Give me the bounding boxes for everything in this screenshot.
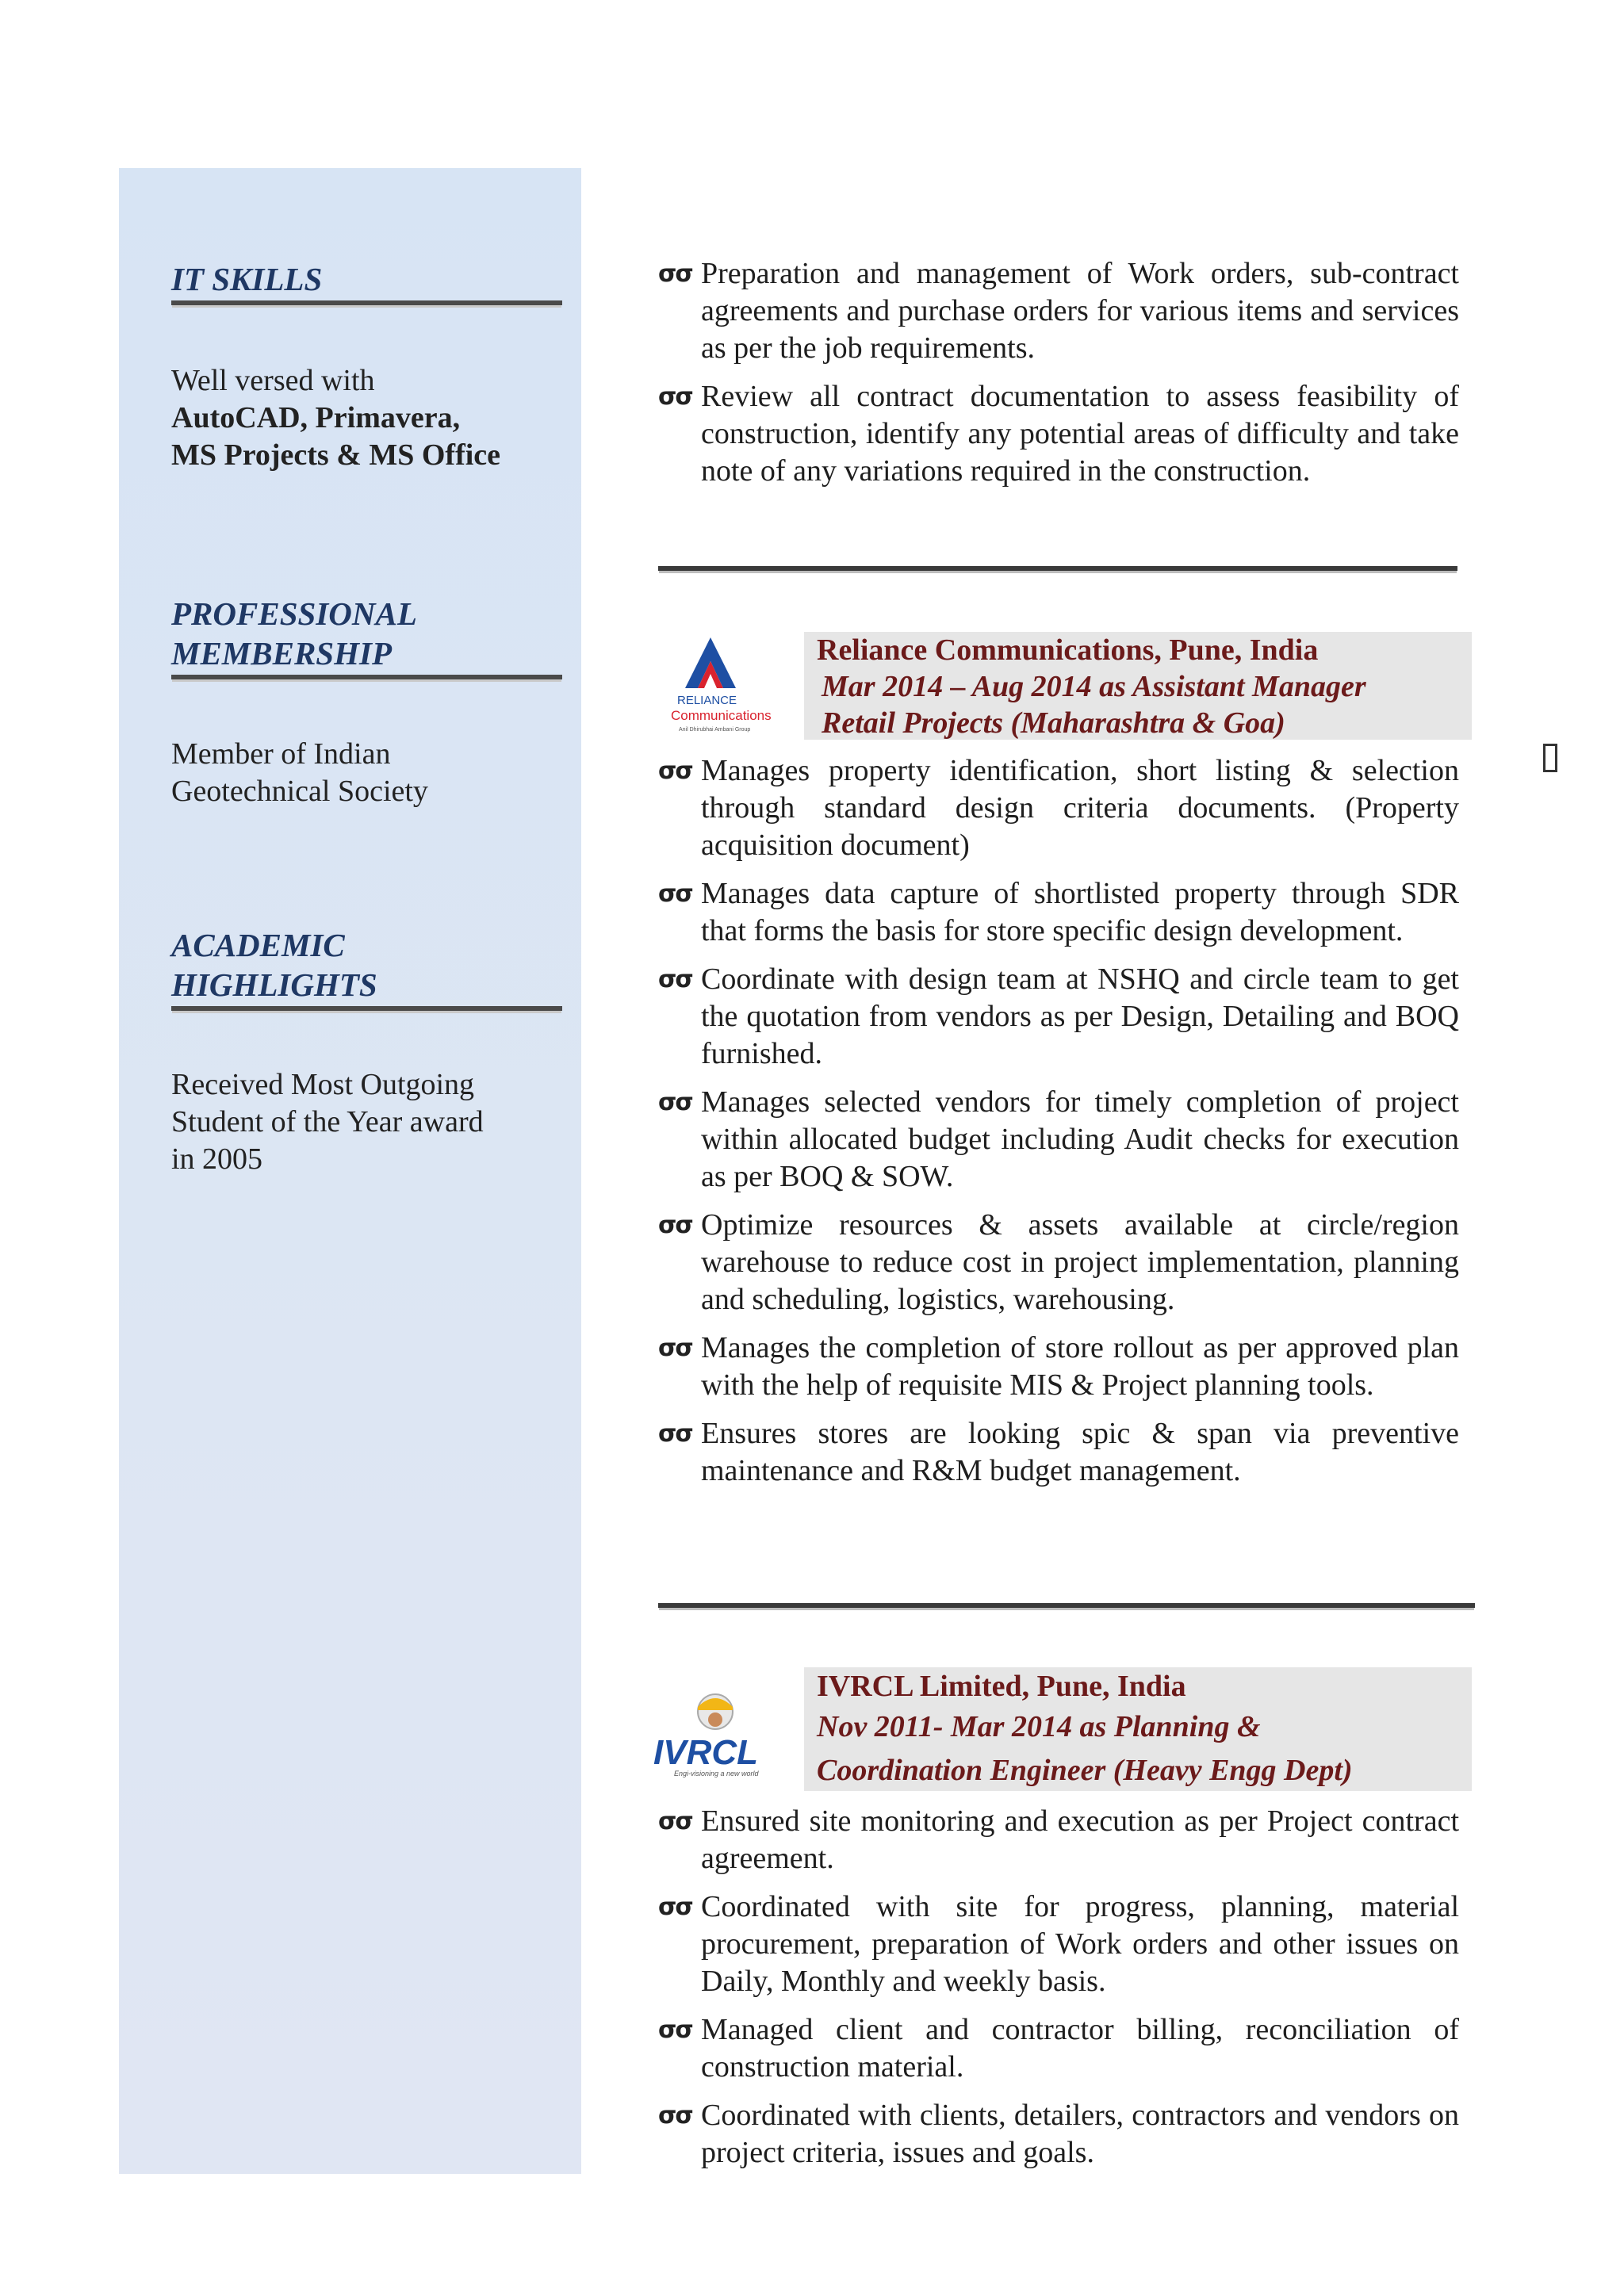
list-item — [658, 961, 1459, 1073]
section-divider — [658, 1603, 1475, 1608]
list-item — [658, 1415, 1459, 1490]
bullet-icon: σσ — [658, 2102, 692, 2130]
bullet-text: Managed client and contractor billing, reconciliation of construction material. — [701, 2013, 1459, 2084]
reliance-logo-mark — [669, 634, 780, 737]
bullet-text: Coordinated with site for progress, planning, material procurement, preparation of Work orders and other issues on Daily, Monthly and weekly basis. — [701, 1890, 1459, 1998]
reliance-role-line1: Mar 2014 – Aug 2014 as Assistant Manager — [822, 670, 1366, 703]
bullet-text: Ensured site monitoring and execution as per Project contract agreement. — [701, 1804, 1459, 1875]
reliance-role-line2: Retail Projects (Maharashtra & Goa) — [822, 706, 1285, 740]
bullet-text: Coordinate with design team at NSHQ and circle team to get the quotation from vendors as per Design, Detailing and BOQ furnished. — [701, 962, 1459, 1070]
bullet-text: Optimize resources & assets available at circle/region warehouse to reduce cost in project implementation, planning and scheduling, logistics, warehousing. — [701, 1208, 1459, 1316]
sidebar — [119, 168, 581, 2174]
svg-text:Engi-visioning a new world: Engi-visioning a new world — [674, 1770, 759, 1777]
bullet-text: Ensures stores are looking spic & span via preventive maintenance and R&M budget management. — [701, 1417, 1459, 1487]
ivrcl-logo-mark — [650, 1685, 781, 1780]
bullet-text: Manages selected vendors for timely completion of project within allocated budget including Audit checks for execution as per BOQ & SOW. — [701, 1085, 1459, 1193]
bullet-icon: σσ — [658, 757, 692, 785]
ivrcl-job-header — [804, 1667, 1472, 1791]
list-item — [658, 875, 1459, 950]
membership-heading: PROFESSIONAL MEMBERSHIP — [171, 594, 562, 679]
it-skills-line2: MS Projects & MS Office — [171, 438, 501, 472]
bullet-icon: σσ — [658, 1808, 692, 1835]
bullet-icon: σσ — [658, 1211, 692, 1239]
academic-text: Received Most Outgoing Student of the Year award in 2005 — [171, 1068, 484, 1176]
bullet-text: Review all contract documentation to assess feasibility of construction, identify any potential areas of difficulty and take note of any variations required in the construction. — [701, 380, 1459, 488]
bullet-icon: σσ — [658, 1420, 692, 1448]
it-skills-intro: Well versed with — [171, 364, 375, 397]
svg-text:RELIANCE: RELIANCE — [677, 694, 737, 707]
section-divider — [658, 566, 1457, 571]
bullet-icon: σσ — [658, 1893, 692, 1921]
academic-heading: ACADEMIC HIGHLIGHTS — [171, 925, 562, 1011]
reliance-company: Reliance Communications, Pune, India — [817, 633, 1319, 667]
bullet-icon: σσ — [658, 2016, 692, 2044]
it-skills-line1: AutoCAD, Primavera, — [171, 401, 461, 434]
membership-text: Member of Indian Geotechnical Society — [171, 737, 428, 808]
ivrcl-role-line1: Nov 2011- Mar 2014 as Planning & — [817, 1710, 1261, 1743]
reliance-logo — [669, 634, 780, 737]
bullet-icon: σσ — [658, 1334, 692, 1362]
bullet-icon: σσ — [658, 383, 692, 411]
list-item — [658, 1084, 1459, 1196]
ivrcl-role-line2: Coordination Engineer (Heavy Engg Dept) — [817, 1754, 1353, 1787]
list-item — [658, 1330, 1459, 1404]
list-item — [658, 2097, 1459, 2172]
svg-text:Anil Dhirubhai Ambani Group: Anil Dhirubhai Ambani Group — [679, 727, 751, 733]
bullet-icon: σσ — [658, 260, 692, 288]
bullet-text: Manages the completion of store rollout as per approved plan with the help of requisite MIS & Project planning tools. — [701, 1331, 1459, 1402]
svg-text:Communications: Communications — [671, 708, 772, 723]
list-item — [658, 1888, 1459, 2000]
bullet-text: Coordinated with clients, detailers, contractors and vendors on project criteria, issues and goals. — [701, 2099, 1459, 2169]
list-item — [658, 1803, 1459, 1877]
placeholder-glyph-icon — [1543, 744, 1557, 772]
list-item — [658, 752, 1459, 864]
bullet-text: Manages property identification, short listing & selection through standard design criteria documents. (Property acquisition document) — [701, 754, 1459, 862]
list-item — [658, 378, 1459, 490]
ivrcl-company: IVRCL Limited, Pune, India — [817, 1670, 1186, 1703]
bullet-icon: σσ — [658, 1089, 692, 1116]
it-skills-heading: IT SKILLS — [171, 259, 562, 305]
bullet-icon: σσ — [658, 966, 692, 993]
reliance-job-header — [804, 632, 1472, 740]
list-item — [658, 255, 1459, 367]
bullet-text: Preparation and management of Work orders, sub-contract agreements and purchase orders for various items and services as per the job requirements. — [701, 257, 1459, 365]
list-item — [658, 2011, 1459, 2086]
bullet-text: Manages data capture of shortlisted property through SDR that forms the basis for store specific design development. — [701, 877, 1459, 947]
it-skills-text — [171, 362, 562, 474]
ivrcl-logo — [650, 1685, 781, 1780]
reliance-bullets — [658, 752, 1459, 1501]
svg-text:IVRCL: IVRCL — [653, 1733, 758, 1772]
ivrcl-bullets — [658, 1803, 1459, 2183]
bullet-icon: σσ — [658, 880, 692, 908]
list-item — [658, 1207, 1459, 1318]
top-bullets — [658, 255, 1459, 501]
